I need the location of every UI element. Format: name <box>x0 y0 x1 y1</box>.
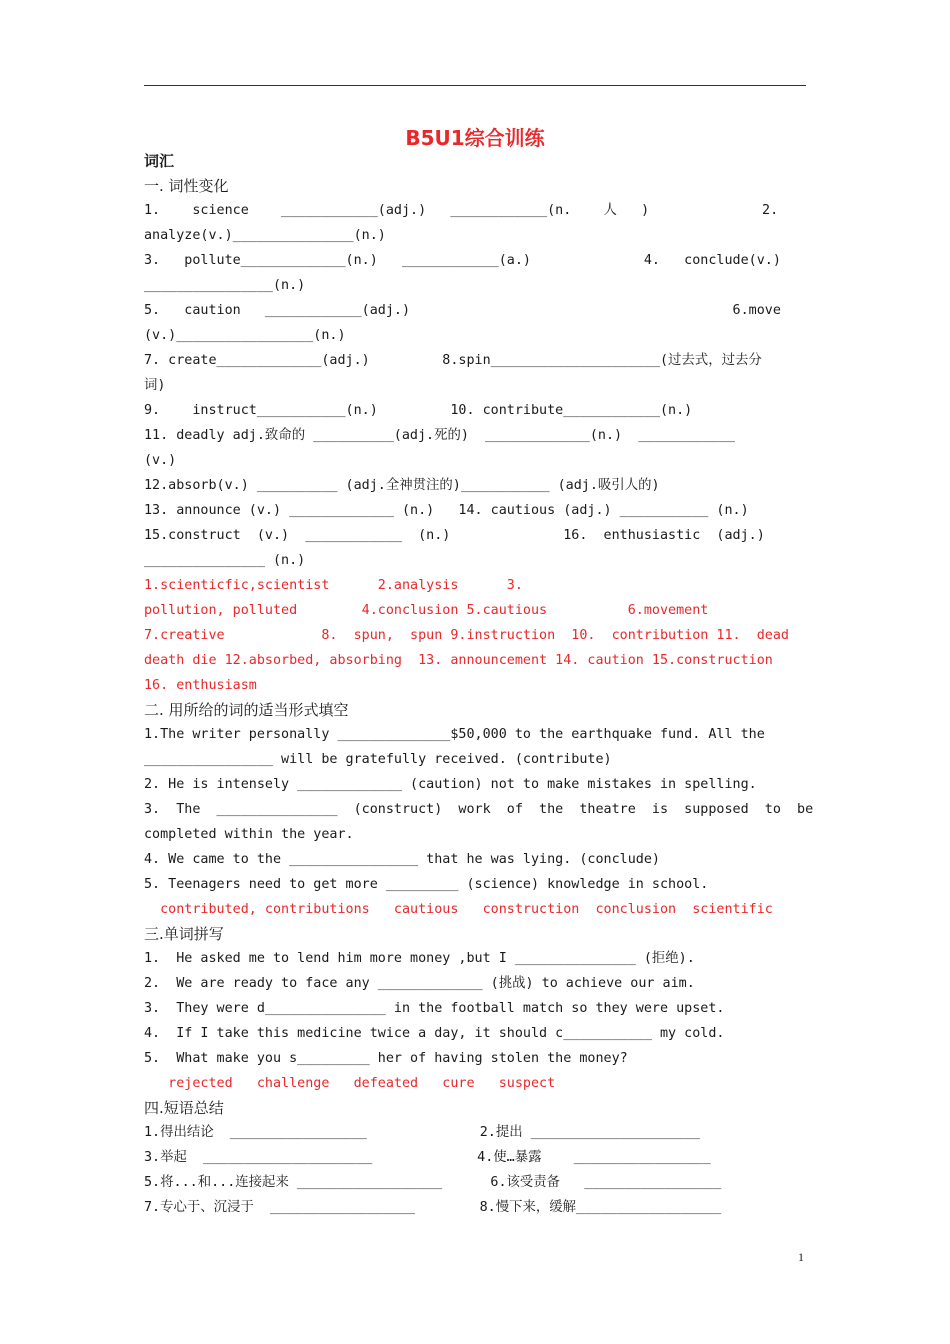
exercise-line: 11. deadly adj.致命的 __________(adj.死的) _____________(n.) ____________ <box>144 428 735 443</box>
exercise-line: 词) <box>144 378 166 393</box>
part2-heading: 二. 用所给的词的适当形式填空 <box>144 701 349 719</box>
answer-line: rejected challenge defeated cure suspect <box>144 1076 556 1091</box>
exercise-line: 3. The _______________ (construct) work of the theatre is supposed to be <box>144 802 814 817</box>
exercise-line: 5.将...和...连接起来 __________________ 6.该受责备 _________________ <box>144 1175 722 1190</box>
part4-heading: 四.短语总结 <box>144 1099 224 1117</box>
exercise-line: 1. science ____________(adj.) ____________(n. 人 ) 2. <box>144 203 779 218</box>
answer-line: pollution, polluted 4.conclusion 5.cautious 6.movement <box>144 603 709 618</box>
exercise-line: 15.construct (v.) ____________ (n.) 16. enthusiastic (adj.) <box>144 528 765 543</box>
exercise-line: 3.举起 _____________________ 4.使…暴露 _________________ <box>144 1150 711 1165</box>
exercise-line: 5. What make you s_________ her of having stolen the money? <box>144 1051 628 1066</box>
exercise-line: 13. announce (v.) _____________ (n.) 14. cautious (adj.) ___________ (n.) <box>144 503 749 518</box>
exercise-line: 12.absorb(v.) __________ (adj.全神贯注的)___________ (adj.吸引人的) <box>144 478 660 493</box>
header-rule <box>144 85 806 86</box>
part1-heading: 一. 词性变化 <box>144 177 229 195</box>
exercise-line: 3. pollute_____________(n.) ____________(a.) 4. conclude(v.) <box>144 253 781 268</box>
exercise-line: 1.The writer personally ______________$50,000 to the earthquake fund. All the <box>144 727 765 742</box>
exercise-line: 9. instruct___________(n.) 10. contribute____________(n.) <box>144 403 693 418</box>
exercise-line: analyze(v.)_______________(n.) <box>144 228 386 243</box>
exercise-line: _______________ (n.) <box>144 553 306 568</box>
exercise-line: 4. If I take this medicine twice a day, it should c___________ my cold. <box>144 1026 725 1041</box>
exercise-line: completed within the year. <box>144 827 354 842</box>
answer-line: contributed, contributions cautious construction conclusion scientific <box>144 902 773 917</box>
exercise-line: ________________ will be gratefully received. (contribute) <box>144 752 612 767</box>
answer-line: 1.scienticfic,scientist 2.analysis 3. <box>144 578 523 593</box>
exercise-line: 2. We are ready to face any _____________ (挑战) to achieve our aim. <box>144 976 695 991</box>
exercise-line: ________________(n.) <box>144 278 306 293</box>
exercise-line: 3. They were d_______________ in the football match so they were upset. <box>144 1001 725 1016</box>
exercise-line: (v.)_________________(n.) <box>144 328 346 343</box>
page-number: 1 <box>798 1250 804 1264</box>
exercise-line: 1.得出结论 _________________ 2.提出 _____________________ <box>144 1125 700 1140</box>
exercise-line: (v.) <box>144 453 177 468</box>
part3-heading: 三.单词拼写 <box>144 925 224 943</box>
exercise-line: 4. We came to the ________________ that he was lying. (conclude) <box>144 852 660 867</box>
exercise-line: 5. caution ____________(adj.) 6.move <box>144 303 781 318</box>
answer-line: 16. enthusiasm <box>144 678 257 693</box>
exercise-line: 1. He asked me to lend him more money ,but I _______________ (拒绝). <box>144 951 695 966</box>
answer-line: 7.creative 8. spun, spun 9.instruction 10. contribution 11. dead <box>144 628 789 643</box>
exercise-line: 7.专心于、沉浸于 __________________ 8.慢下来，缓解__________________ <box>144 1200 722 1215</box>
section-vocab-heading: 词汇 <box>144 152 175 170</box>
answer-line: death die 12.absorbed, absorbing 13. announcement 14. caution 15.construction <box>144 653 773 668</box>
exercise-line: 5. Teenagers need to get more _________ (science) knowledge in school. <box>144 877 709 892</box>
exercise-line: 7. create_____________(adj.) 8.spin_____________________(过去式，过去分 <box>144 353 762 368</box>
page-title: B5U1综合训练 <box>405 126 545 150</box>
exercise-line: 2. He is intensely _____________ (caution) not to make mistakes in spelling. <box>144 777 757 792</box>
